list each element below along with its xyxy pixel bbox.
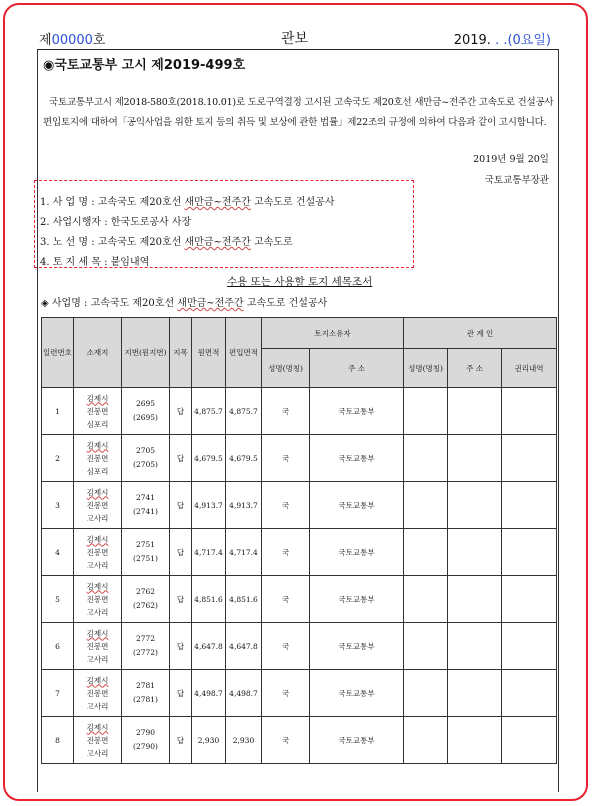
cell-rel-name — [404, 670, 448, 717]
cell-owner-address: 국토교통부 — [310, 717, 404, 764]
issue-number: 제00000호 — [39, 33, 106, 48]
col-jibun: 지번(원지번) — [122, 318, 170, 388]
cell-category: 답 — [170, 576, 192, 623]
cell-serial: 4 — [42, 529, 74, 576]
cell-owner-address: 국토교통부 — [310, 529, 404, 576]
cell-location: 김제시 진봉면 고사리 — [74, 670, 122, 717]
cell-rel-rights — [502, 435, 557, 482]
cell-owner-address: 국토교통부 — [310, 576, 404, 623]
cell-included-area: 4,913.7 — [226, 482, 262, 529]
cell-rel-address — [448, 576, 502, 623]
cell-owner-name: 국 — [262, 529, 310, 576]
cell-rel-name — [404, 529, 448, 576]
cell-location: 김제시 진봉면 고사리 — [74, 623, 122, 670]
cell-owner-name: 국 — [262, 482, 310, 529]
cell-included-area: 2,930 — [226, 717, 262, 764]
cell-rel-rights — [502, 482, 557, 529]
cell-category: 답 — [170, 670, 192, 717]
cell-serial: 3 — [42, 482, 74, 529]
cell-rel-rights — [502, 670, 557, 717]
cell-total-area: 2,930 — [192, 717, 226, 764]
cell-included-area: 4,717.4 — [226, 529, 262, 576]
notice-body: 국토교통부고시 제2018-580호(2018.10.01)로 도로구역결정 고시된 고속국도 제20호선 새만금~전주간 고속도로 건설공사 편입토지에 대하여「공익사업을 위한 토지 등의 취득 및 보상에 관한 법률」제22조의 규정에 의하여 다음과 같이 고시합니다. — [43, 97, 554, 128]
cell-included-area: 4,875.7 — [226, 388, 262, 435]
cell-rel-rights — [502, 576, 557, 623]
cell-jibun: 2762 (2762) — [122, 576, 170, 623]
cell-category: 답 — [170, 482, 192, 529]
cell-location: 김제시 진봉면 고사리 — [74, 482, 122, 529]
right-rule — [558, 49, 559, 792]
cell-owner-name: 국 — [262, 670, 310, 717]
cell-serial: 8 — [42, 717, 74, 764]
project-line: ◈ 사업명 : 고속국도 제20호선 새만금~전주간 고속도로 건설공사 — [41, 298, 328, 309]
cell-owner-address: 국토교통부 — [310, 388, 404, 435]
col-owner-address: 주 소 — [310, 349, 404, 388]
cell-jibun: 2781 (2781) — [122, 670, 170, 717]
cell-owner-address: 국토교통부 — [310, 670, 404, 717]
cell-rel-address — [448, 435, 502, 482]
cell-location: 김제시 진봉면 심포리 — [74, 388, 122, 435]
cell-rel-name — [404, 576, 448, 623]
table-subtitle: 수용 또는 사용할 토지 세목조서 — [227, 276, 373, 288]
cell-rel-address — [448, 670, 502, 717]
sign-date: 2019년 9월 20일 — [473, 154, 549, 165]
table-row — [42, 388, 557, 435]
cell-rel-name — [404, 717, 448, 764]
col-location: 소재지 — [74, 318, 122, 388]
cell-owner-address: 국토교통부 — [310, 435, 404, 482]
cell-rel-rights — [502, 529, 557, 576]
cell-owner-name: 국 — [262, 717, 310, 764]
cell-rel-name — [404, 435, 448, 482]
cell-jibun: 2772 (2772) — [122, 623, 170, 670]
cell-rel-name — [404, 388, 448, 435]
cell-rel-address — [448, 623, 502, 670]
cell-owner-address: 국토교통부 — [310, 623, 404, 670]
cell-rel-name — [404, 482, 448, 529]
cell-total-area: 4,875.7 — [192, 388, 226, 435]
col-rel-name: 성명(명칭) — [404, 349, 448, 388]
cell-total-area: 4,913.7 — [192, 482, 226, 529]
item-land-details: 4. 토 지 세 목 : 붙임내역 — [40, 257, 150, 268]
cell-rel-address — [448, 529, 502, 576]
table-row — [42, 717, 557, 764]
table-row — [42, 529, 557, 576]
gazette-title: 관보 — [281, 31, 309, 47]
cell-total-area: 4,851.6 — [192, 576, 226, 623]
cell-included-area: 4,851.6 — [226, 576, 262, 623]
cell-rel-rights — [502, 717, 557, 764]
cell-owner-name: 국 — [262, 435, 310, 482]
cell-jibun: 2705 (2705) — [122, 435, 170, 482]
col-owner-name: 성명(명칭) — [262, 349, 310, 388]
col-rel-address: 주 소 — [448, 349, 502, 388]
cell-serial: 7 — [42, 670, 74, 717]
item-route-name: 3. 노 선 명 : 고속국도 제20호선 새만금~전주간 고속도로 — [40, 237, 293, 248]
cell-rel-name — [404, 623, 448, 670]
cell-owner-name: 국 — [262, 576, 310, 623]
cell-owner-address: 국토교통부 — [310, 482, 404, 529]
cell-serial: 1 — [42, 388, 74, 435]
item-operator: 2. 사업시행자 : 한국도로공사 사장 — [40, 217, 192, 228]
cell-category: 답 — [170, 623, 192, 670]
gazette-header — [37, 27, 559, 50]
table-row — [42, 435, 557, 482]
cell-included-area: 4,647.8 — [226, 623, 262, 670]
cell-jibun: 2741 (2741) — [122, 482, 170, 529]
col-rel-rights: 권리내역 — [502, 349, 557, 388]
cell-included-area: 4,498.7 — [226, 670, 262, 717]
gazette-page — [37, 27, 559, 792]
col-total-area: 원면적 — [192, 318, 226, 388]
cell-total-area: 4,498.7 — [192, 670, 226, 717]
col-related-group: 관 계 인 — [404, 318, 557, 349]
cell-location: 김제시 진봉면 고사리 — [74, 529, 122, 576]
sign-organization: 국토교통부장관 — [484, 175, 549, 186]
cell-jibun: 2790 (2790) — [122, 717, 170, 764]
cell-jibun: 2695 (2695) — [122, 388, 170, 435]
cell-rel-rights — [502, 623, 557, 670]
cell-total-area: 4,717.4 — [192, 529, 226, 576]
notice-title: ◉국토교통부 고시 제2019-499호 — [43, 58, 246, 73]
cell-category: 답 — [170, 388, 192, 435]
cell-owner-name: 국 — [262, 388, 310, 435]
cell-serial: 6 — [42, 623, 74, 670]
cell-location: 김제시 진봉면 고사리 — [74, 576, 122, 623]
col-owner-group: 토지소유자 — [262, 318, 404, 349]
col-included-area: 편입면적 — [226, 318, 262, 388]
cell-category: 답 — [170, 529, 192, 576]
cell-jibun: 2751 (2751) — [122, 529, 170, 576]
col-category: 지목 — [170, 318, 192, 388]
cell-rel-address — [448, 482, 502, 529]
table-row — [42, 482, 557, 529]
table-row — [42, 623, 557, 670]
issue-date: 2019. . .(0요일) — [453, 33, 551, 48]
cell-location: 김제시 진봉면 고사리 — [74, 717, 122, 764]
cell-rel-address — [448, 717, 502, 764]
cell-total-area: 4,679.5 — [192, 435, 226, 482]
cell-rel-address — [448, 388, 502, 435]
land-table — [41, 317, 557, 764]
cell-serial: 2 — [42, 435, 74, 482]
cell-included-area: 4,679.5 — [226, 435, 262, 482]
table-row — [42, 576, 557, 623]
table-row — [42, 670, 557, 717]
cell-owner-name: 국 — [262, 623, 310, 670]
col-serial: 일련번호 — [42, 318, 74, 388]
cell-category: 답 — [170, 717, 192, 764]
cell-rel-rights — [502, 388, 557, 435]
cell-total-area: 4,647.8 — [192, 623, 226, 670]
cell-serial: 5 — [42, 576, 74, 623]
left-rule — [37, 49, 38, 792]
cell-location: 김제시 진봉면 심포리 — [74, 435, 122, 482]
cell-category: 답 — [170, 435, 192, 482]
item-project-name: 1. 사 업 명 : 고속국도 제20호선 새만금~전주간 고속도로 건설공사 — [40, 197, 335, 208]
